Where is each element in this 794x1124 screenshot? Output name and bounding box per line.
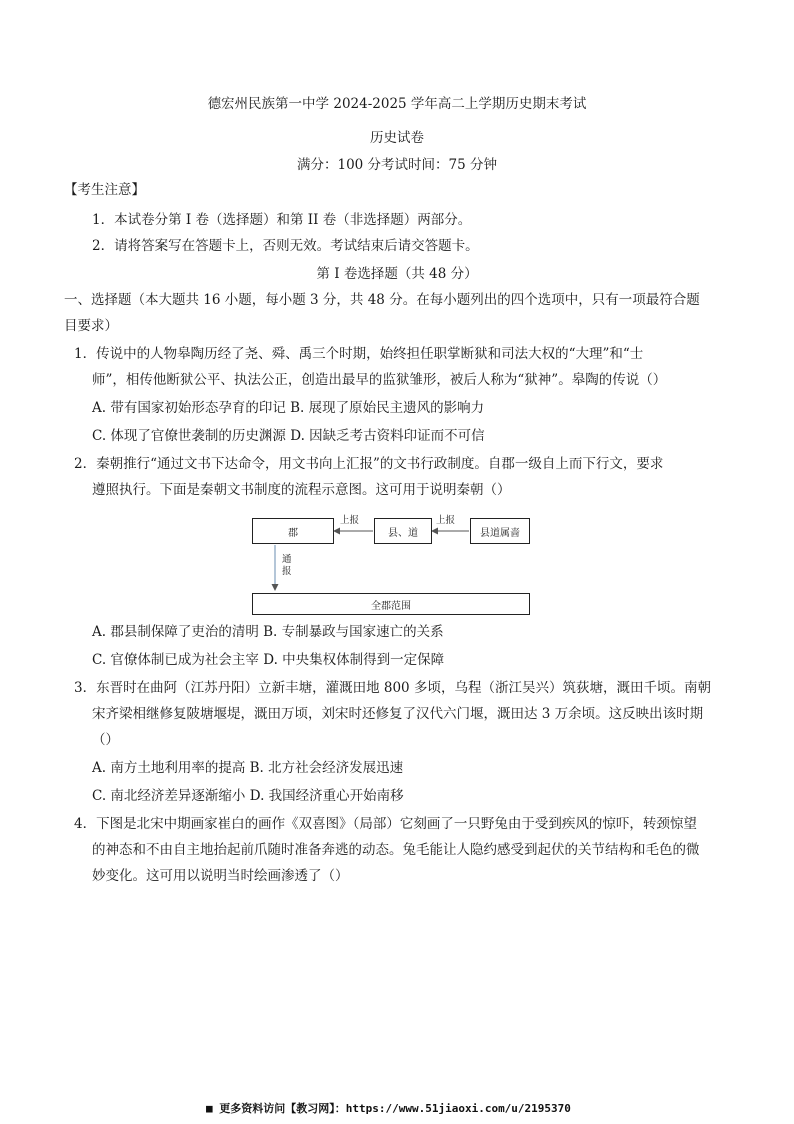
question-4-text: 妙变化。这可用以说明当时绘画渗透了（） [92, 868, 349, 884]
question-3-option: A. 南方土地利用率的提高 B. 北方社会经济发展迅速 [92, 760, 404, 776]
question-1-text: 1．传说中的人物皋陶历经了尧、舜、禹三个时期，始终担任职掌断狱和司法大权的“大理”和“士 [74, 346, 644, 362]
transmit-label: 通报 [282, 554, 292, 577]
whole-commandery-box: 全郡范围 [252, 593, 530, 615]
exam-title: 德宏州民族第一中学 2024-2025 学年高二上学期历史期末考试 [207, 96, 587, 112]
section-intro: 一、选择题（本大题共 16 小题，每小题 3 分，共 48 分。在每小题列出的四个选项中，只有一项最符合题 [64, 292, 700, 308]
question-4-text: 的神态和不由自主地抬起前爪随时准备奔逃的动态。兔毛能让人隐约感受到起伏的关节结构和毛色的微 [92, 842, 700, 858]
document-flow-diagram [250, 510, 532, 618]
question-1-option: C. 体现了官僚世袭制的历史渊源 D. 因缺乏考古资料印证而不可信 [92, 428, 485, 444]
question-2-text: 2．秦朝推行“通过文书下达命令，用文书向上汇报”的文书行政制度。自郡一级自上而下行文，要求 [74, 456, 664, 472]
question-1-text: 师”，相传他断狱公平、执法公正，创造出最早的监狱雏形，被后人称为“狱神”。皋陶的传说（） [92, 372, 667, 388]
question-2-option: A. 郡县制保障了吏治的清明 B. 专制暴政与国家速亡的关系 [92, 624, 444, 640]
question-3-text: （） [92, 732, 119, 748]
notice-heading: 【考生注意】 [64, 182, 145, 198]
section-intro: 目要求） [64, 318, 118, 334]
exam-subject: 历史试卷 [370, 130, 424, 146]
section-title: 第 I 卷选择题（共 48 分） [316, 266, 478, 282]
question-3-option: C. 南北经济差异逐渐缩小 D. 我国经济重心开始南移 [92, 788, 404, 804]
footer-link[interactable]: ■ 更多资料访问【教习网】：https://www.51jiaoxi.com/u/2195370 [206, 1102, 571, 1115]
question-3-text: 宋齐梁相继修复陂塘堰堤，溉田万顷，刘宋时还修复了汉代六门堰，溉田达 3 万余顷。这反映出该时期 [92, 706, 704, 722]
score-time: 满分：100 分考试时间：75 分钟 [296, 157, 498, 173]
report-label: 上报 [436, 515, 456, 526]
report-label: 上报 [340, 515, 360, 526]
question-1-option: A. 带有国家初始形态孕育的印记 B. 展现了原始民主遗风的影响力 [92, 400, 485, 416]
commandery-box: 郡 [252, 518, 334, 544]
notice-item: 2．请将答案写在答题卡上，否则无效。考试结束后请交答题卡。 [92, 238, 479, 254]
question-2-option: C. 官僚体制已成为社会主宰 D. 中央集权体制得到一定保障 [92, 652, 445, 668]
county-box: 县、道 [374, 518, 432, 544]
officials-box: 县道属啬 [470, 518, 530, 544]
question-2-text: 遵照执行。下面是秦朝文书制度的流程示意图。这可用于说明秦朝（） [92, 482, 511, 498]
notice-item: 1．本试卷分第 I 卷（选择题）和第 II 卷（非选择题）两部分。 [92, 212, 472, 228]
question-3-text: 3．东晋时在曲阿（江苏丹阳）立新丰塘，灌溉田地 800 多顷，乌程（浙江吴兴）筑荻塘，溉田千顷。南朝 [74, 680, 711, 696]
question-4-text: 4．下图是北宋中期画家崔白的画作《双喜图》（局部）它刻画了一只野兔由于受到疾风的惊吓，转颈惊望 [74, 816, 697, 832]
